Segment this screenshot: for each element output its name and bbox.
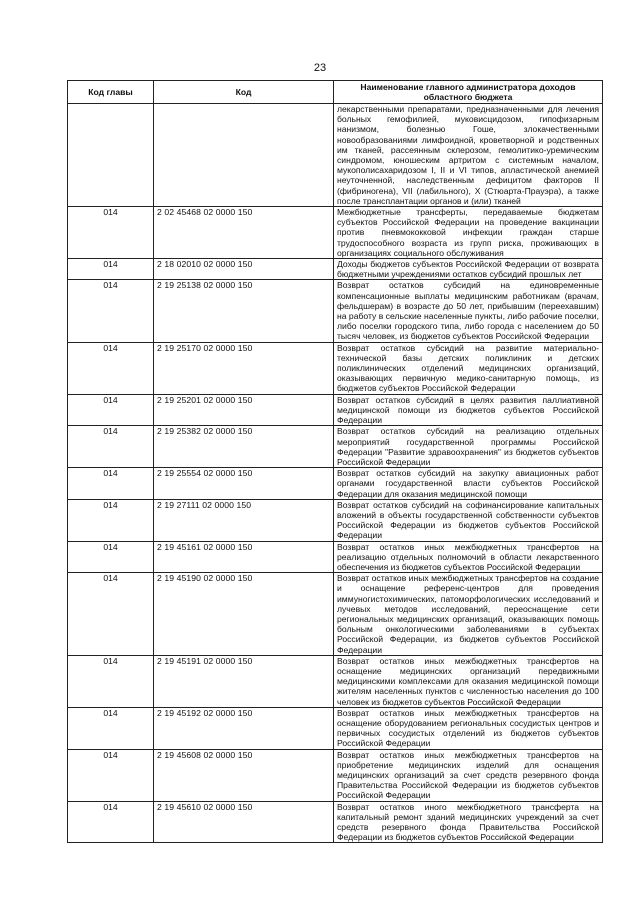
page-number: 23 <box>313 62 327 74</box>
name-cell: Возврат остатков субсидий в целях развития паллиативной медицинской помощи из бюджетов субъектов Российской Федерации <box>334 394 603 426</box>
table-row <box>68 426 603 468</box>
name-cell: Возврат остатков иных межбюджетных трансфертов на создание и оснащение референс-центров для проведения иммуногистохимических, патоморфологических исследований и лучевых методов исследований, переоснащение сети региональных медицинских организаций, оказывающих помощь больным онкологическими заболеваниями в субъектах Российской Федерации, из бюджетов субъектов Российской Федерации <box>334 573 603 656</box>
head-code-cell: 014 <box>68 342 154 394</box>
head-code-cell <box>68 104 154 207</box>
head-code-cell: 014 <box>68 707 154 749</box>
table-row <box>68 655 603 707</box>
code-cell: 2 19 25554 02 0000 150 <box>154 468 334 500</box>
table-row <box>68 707 603 749</box>
code-cell: 2 19 45191 02 0000 150 <box>154 655 334 707</box>
code-cell: 2 19 45608 02 0000 150 <box>154 749 334 801</box>
head-code-cell: 014 <box>68 280 154 342</box>
table-row <box>68 468 603 500</box>
table-header <box>68 81 603 104</box>
name-cell: Возврат остатков иных межбюджетных трансфертов на оснащение оборудованием региональных сосудистых центров и первичных сосудистых отделений из бюджетов субъектов Российской Федерации <box>334 707 603 749</box>
code-cell: 2 19 25170 02 0000 150 <box>154 342 334 394</box>
name-cell: Доходы бюджетов субъектов Российской Федерации от возврата бюджетными учреждениями остатков субсидий прошлых лет <box>334 259 603 280</box>
head-code-cell: 014 <box>68 573 154 656</box>
code-cell: 2 19 45161 02 0000 150 <box>154 541 334 573</box>
head-code-cell: 014 <box>68 749 154 801</box>
header-head-code: Код главы <box>68 81 154 104</box>
code-cell: 2 19 45610 02 0000 150 <box>154 801 334 843</box>
name-cell: Возврат остатков субсидий на реализацию отдельных мероприятий государственной программы Российской Федерации "Развитие здравоохранения" из бюджетов субъектов Российской Федерации <box>334 426 603 468</box>
table-row <box>68 394 603 426</box>
code-cell: 2 18 02010 02 0000 150 <box>154 259 334 280</box>
head-code-cell: 014 <box>68 426 154 468</box>
name-cell: Возврат остатков иных межбюджетных трансфертов на оснащение медицинских организаций передвижными медицинскими комплексами для оказания медицинской помощи жителям населенных пунктов с численностью населения до 100 человек из бюджетов субъектов Российской Федерации <box>334 655 603 707</box>
head-code-cell: 014 <box>68 541 154 573</box>
code-cell: 2 19 27111 02 0000 150 <box>154 499 334 541</box>
name-cell: Возврат остатков иных межбюджетных трансфертов на приобретение медицинских изделий для оснащения медицинских организаций за счет средств резервного фонда Правительства Российской Федерации из бюджетов субъектов Российской Федерации <box>334 749 603 801</box>
table-row <box>68 280 603 342</box>
head-code-cell: 014 <box>68 655 154 707</box>
code-cell <box>154 104 334 207</box>
head-code-cell: 014 <box>68 394 154 426</box>
table-row <box>68 573 603 656</box>
table-row <box>68 259 603 280</box>
table-row <box>68 499 603 541</box>
code-cell: 2 19 45190 02 0000 150 <box>154 573 334 656</box>
code-cell: 2 19 25138 02 0000 150 <box>154 280 334 342</box>
head-code-cell: 014 <box>68 499 154 541</box>
head-code-cell: 014 <box>68 468 154 500</box>
name-cell: лекарственными препаратами, предназначенными для лечения больных гемофилией, муковисцидозом, гипофизарным нанизмом, болезнью Гоше, злокачественными новообразованиями лимфоидной, кроветворной и родственных им тканей, рассеянным склерозом, гемолитико-уремическим синдромом, юношеским артритом с системным началом, мукополисахаридозом I, II и VI типов, апластической анемией неуточненной, наследственным дефицитом факторов II (фибриногена), VII (лабильного), X (Стюарта-Прауэра), а также после трансплантации органов и (или) тканей <box>334 104 603 207</box>
table-row <box>68 342 603 394</box>
name-cell: Возврат остатков иных межбюджетных трансфертов на реализацию отдельных полномочий в области лекарственного обеспечения из бюджетов субъектов Российской Федерации <box>334 541 603 573</box>
head-code-cell: 014 <box>68 207 154 259</box>
revenue-administrators-table <box>67 80 603 843</box>
code-cell: 2 19 45192 02 0000 150 <box>154 707 334 749</box>
head-code-cell: 014 <box>68 259 154 280</box>
table-row <box>68 541 603 573</box>
table-row <box>68 749 603 801</box>
table-row <box>68 104 603 207</box>
header-code: Код <box>154 81 334 104</box>
header-name: Наименование главного администратора доходов областного бюджета <box>334 81 603 104</box>
name-cell: Межбюджетные трансферты, передаваемые бюджетам субъектов Российской Федерации на проведение вакцинации против пневмококковой инфекции граждан старше трудоспособного возраста из групп риска, проживающих в организациях социального обслуживания <box>334 207 603 259</box>
name-cell: Возврат остатков субсидий на развитие материально-технической базы детских поликлиник и детских поликлинических отделений медицинских организаций, оказывающих первичную медико-санитарную помощь, из бюджетов субъектов Российской Федерации <box>334 342 603 394</box>
table-row <box>68 207 603 259</box>
table-row <box>68 801 603 843</box>
name-cell: Возврат остатков субсидий на единовременные компенсационные выплаты медицинским работникам (врачам, фельдшерам) в возрасте до 50 лет, прибывшим (переехавшим) на работу в сельские населенные пункты, либо рабочие поселки, либо поселки городского типа, либо города с населением до 50 тысяч человек, из бюджетов субъектов Российской Федерации <box>334 280 603 342</box>
name-cell: Возврат остатков субсидий на закупку авиационных работ органами государственной власти субъектов Российской Федерации для оказания медицинской помощи <box>334 468 603 500</box>
code-cell: 2 02 45468 02 0000 150 <box>154 207 334 259</box>
head-code-cell: 014 <box>68 801 154 843</box>
table-body <box>68 104 603 843</box>
name-cell: Возврат остатков иного межбюджетного трансферта на капитальный ремонт зданий медицинских учреждений за счет средств резервного фонда Правительства Российской Федерации из бюджетов субъектов Российской Федерации <box>334 801 603 843</box>
name-cell: Возврат остатков субсидий на софинансирование капитальных вложений в объекты государственной собственности субъектов Российской Федерации из бюджетов субъектов Российской Федерации <box>334 499 603 541</box>
code-cell: 2 19 25382 02 0000 150 <box>154 426 334 468</box>
code-cell: 2 19 25201 02 0000 150 <box>154 394 334 426</box>
